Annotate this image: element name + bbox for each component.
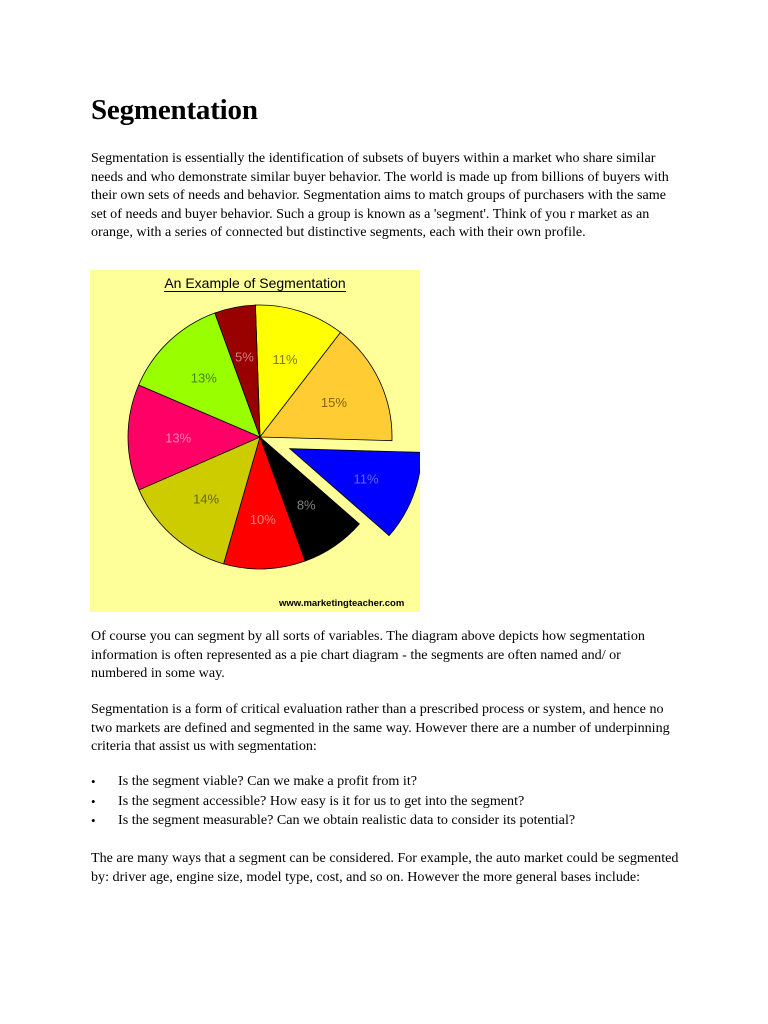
list-item: [91, 792, 575, 812]
list-item: [91, 772, 575, 792]
pie-chart: [90, 270, 420, 612]
slice-label: 14%: [193, 491, 220, 507]
slice-label: 15%: [320, 394, 347, 410]
list-item: [91, 811, 575, 831]
intro-paragraph: Segmentation is essentially the identification of subsets of buyers within a market who share similar needs and who demonstrate similar buyer behavior. The world is made up from billions of buyers with their own sets of needs and behavior. Segmentation aims to match groups of purchasers with the same set of needs and buyer behavior. Such a group is known as a 'segment'. Think of you r market as an orange, with a series of connected but distinctive segments, each with their own profile.: [91, 150, 669, 240]
chart-title-text: An Example of Segmentation: [164, 275, 346, 291]
slice-label: 13%: [190, 370, 217, 386]
slice-label: 8%: [296, 497, 316, 513]
slice-label: 11%: [272, 352, 298, 368]
bases-paragraph: The are many ways that a segment can be considered. For example, the auto market could be segmented by: driver age, engine size, model type, cost, and so on. However the more general bases include:: [91, 850, 679, 885]
bullet-icon: •: [91, 793, 96, 809]
page-title: Segmentation: [91, 94, 258, 126]
bullet-icon: •: [91, 813, 96, 828]
slice-label: 5%: [234, 349, 254, 365]
slice-label: 11%: [353, 471, 379, 487]
slice-label: 10%: [249, 511, 276, 527]
diagram-paragraph: Of course you can segment by all sorts of variables. The diagram above depicts how segmentation information is often represented as a pie chart diagram - the segments are often named and/ or numbered in some way.: [91, 628, 645, 681]
criteria-list: [91, 772, 575, 831]
slice-label: 13%: [165, 430, 192, 446]
list-item-text: Is the segment accessible? How easy is it for us to get into the segment?: [118, 792, 525, 809]
chart-credit: www.marketingteacher.com: [279, 598, 405, 609]
criteria-paragraph: Segmentation is a form of critical evaluation rather than a prescribed process or system, and hence no two markets are defined and segmented in the same way. However there are a number of underpinning criteria that assist us with segmentation:: [91, 701, 670, 754]
list-item-text: Is the segment measurable? Can we obtain realistic data to consider its potential?: [118, 812, 576, 828]
bullet-icon: •: [91, 774, 96, 789]
segmentation-figure: [90, 270, 420, 612]
list-item-text: Is the segment viable? Can we make a profit from it?: [118, 773, 417, 789]
